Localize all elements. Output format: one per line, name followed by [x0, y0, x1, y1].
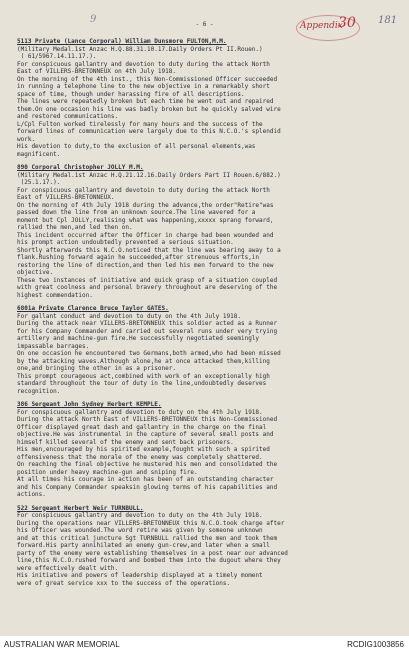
appendix-label: Appendix [300, 21, 343, 31]
citation-heading: 6801a Private Clarence Bruce Taylor GATES. [17, 305, 169, 312]
citation-reference: (Military Medal.1st Anzac H.Q.21.12.16.Daily Orders Part II Rouen.6/882.) (25.1.17.). [17, 171, 281, 186]
handwritten-mark: 9 [90, 14, 97, 25]
page-number: - 6 - [195, 21, 214, 28]
archive-footer [0, 636, 409, 654]
citation-entry [17, 401, 395, 499]
citation-text: For gallant conduct and devotion to duty on the 4th July 1918. During the attack near VILLERS-BRETONNEUX this soldier acted as a Runner for his Company Commander and carried out several runs under very trying artillery and machine-gun fire.He successfully negotiated seemingly impassable barrages. On one occasion he encountered two Germans,both armed,who had been missed by the attacking waves.Although alone,he at once attacked them,killing one,and bringing the other in as a prisoner. This prompt courageous act,combined with work of an exceptionally high standard throughout the tour of duty in the line,undoubtedly deserves recognition. [17, 312, 281, 395]
citation-entry [17, 38, 395, 158]
citation-text: For conspicuous gallantry and devotion to duty during the attack North East of VILLERS-BRETONNEUX on 4th July 1918. On the morning of the 4th inst., this Non-Commissioned Officer succeeded in running a telephone line to the new objective in a remarkably short space of time, though under harassing fire of all descriptions. The lines were repeatedly broken but each time he went out and repaired them.On one occasion his line was badly broken but he quickly salved wire and restored communications. L/Cpl Fulton worked tirelessly for many hours and the success of the forward lines of communication were largely due to this N.C.O.'s splendid work. His devotion to duty,to the exclusion of all personal elements,was magnificent. [17, 60, 281, 158]
archive-name: AUSTRALIAN WAR MEMORIAL [4, 640, 120, 649]
citation-heading: 522 Sergeant Herbert Weir TURNBULL. [17, 504, 144, 512]
citation-text: For conspicuous gallantry and devotion to duty on the 4th July 1918. During the attack North East of VILLERS-BRETONNEUX this Non-Commissioned Officer displayed great dash and gallantry in the charge on the final objective.He was instrumental in the capture of several small posts and himself killed several of the enemy and sent back prisoners. His men,encouraged by his spirited example,fought with such a spirited offensiveness that the morale of the enemy was completely shattered. On reaching the final objective he mustered his men and consolidated the position under heavy machine-gun and sniping fire. At all times his courage in action has been of an outstanding character and his Company Commander speaksin glowing terms of his capabilities and actions. [17, 408, 278, 498]
citation-entry [17, 164, 395, 299]
appendix-number: 30 [338, 15, 356, 31]
citation-text: For conspicuous gallantry and devotoin to duty during the attack North East of VILLERS-BRETONNEUX. On the morning of 4th July 1918 during the advance,the order"Retire"was passed down the line from an unknown source.The line wavered for a moment but Cpl JOLLY,realising what was happening,xxxxx sprang forward, rallied the men,and led then on. This incident occurred after the Officer in charge had been wounded and his prompt action undoubtedly prevented a serious situation. Shortly afterwards this N.C.O.noticed that the line was bearing away to a flank.Rushing forward again he succeeded,after strenuous efforts,in restoring the line of direction,and then led his men forward to the new objective. These two instances of initiative and quick grasp of a situation coupled with great coolness and personal bravery throughout are deserving of the highest commendation. [17, 186, 281, 299]
citation-reference: (Military Medal.1st Anzac H.Q.88.31.10.17.Daily Orders Pt II.Rouen.) ( 61/5967.14.11.17.). [17, 45, 263, 60]
citation-entry [17, 505, 395, 588]
citation-text: For conspicuous gallantry and devotion to duty on the 4th July 1918. During the operations near VILLERS-BRETONNEUX this N.C.O.took charge after his Officer was wounded.The word retire was given by someone unknown and at this critical juncture Sgt TURNBULL rallied the men and took them forward.His party annihilated an enemy gun-crew,and later when a small party of the enemy were establishing themselves in a post near our advanced line,this N.C.O.rushed forward and bombed them into the dugout where they were effectively dealt with. His initiative and powers of leadership displayed at a timely moment were of great service xxx to the success of the operations. [17, 512, 288, 587]
citations [17, 38, 395, 593]
citation-heading: 890 Corporal Christopher JOLLY M.M. [17, 164, 144, 171]
citation-entry [17, 305, 395, 395]
citation-heading: 386 Sergeant John Sydney Herbert KEMPLE. [17, 401, 162, 408]
citation-heading: 5113 Private (Lance Corporal) William Dunsmore FULTON,M.M. [17, 38, 227, 45]
folio-number: 181 [378, 15, 398, 26]
record-id: RCDIG1003856 [347, 640, 404, 649]
